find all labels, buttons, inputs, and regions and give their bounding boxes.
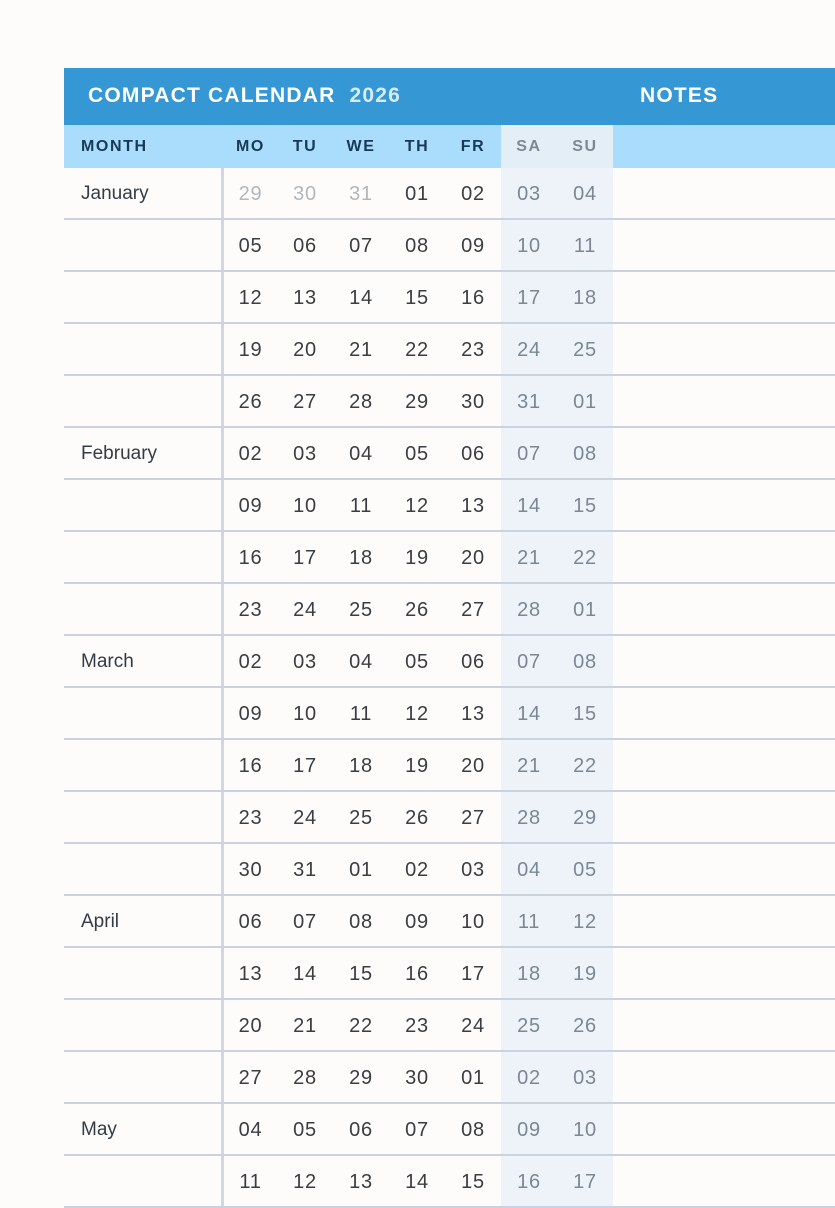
day-cell-tu[interactable]: 10 [293, 495, 317, 517]
day-cell-su[interactable]: 03 [557, 1052, 613, 1104]
day-cell-tu[interactable]: 14 [293, 963, 317, 985]
day-cell-su[interactable]: 10 [557, 1104, 613, 1156]
day-cell-fr[interactable]: 10 [461, 911, 485, 933]
month-label [64, 1000, 224, 1052]
month-label: May [64, 1104, 224, 1156]
day-cell-fr[interactable]: 30 [461, 391, 485, 413]
day-cell-fr[interactable]: 09 [461, 235, 485, 257]
notes-cell[interactable] [613, 792, 835, 844]
day-cell-tu[interactable]: 03 [293, 651, 317, 673]
day-cell-sa[interactable]: 18 [501, 948, 557, 1000]
day-cell-fr[interactable]: 24 [461, 1015, 485, 1037]
day-header-fr: FR [445, 125, 501, 168]
day-cell-fr[interactable]: 16 [461, 287, 485, 309]
day-cell-fr[interactable]: 01 [461, 1067, 485, 1089]
week-row [64, 480, 835, 532]
month-label [64, 948, 224, 1000]
day-cell-th[interactable]: 07 [405, 1119, 429, 1141]
month-label [64, 584, 224, 636]
day-cell-sa[interactable]: 28 [501, 792, 557, 844]
day-header-we: WE [333, 125, 389, 168]
day-cell-tu[interactable]: 17 [293, 547, 317, 569]
notes-cell[interactable] [613, 1156, 835, 1208]
day-cell-su[interactable]: 15 [557, 480, 613, 532]
day-cell-su[interactable]: 12 [557, 896, 613, 948]
day-cell-we[interactable]: 06 [349, 1119, 373, 1141]
day-cell-su[interactable]: 15 [557, 688, 613, 740]
month-label [64, 792, 224, 844]
month-label [64, 688, 224, 740]
week-row [64, 428, 835, 480]
day-cell-mo[interactable]: 16 [238, 755, 263, 777]
day-cell-tu[interactable]: 17 [293, 755, 317, 777]
day-cell-tu[interactable]: 27 [293, 391, 317, 413]
day-cell-su[interactable]: 05 [557, 844, 613, 896]
notes-cell[interactable] [613, 532, 835, 584]
day-cell-mo[interactable]: 02 [238, 651, 263, 673]
day-cell-th[interactable]: 01 [405, 183, 429, 205]
day-cell-sa[interactable]: 11 [501, 896, 557, 948]
day-cell-mo[interactable]: 19 [238, 339, 263, 361]
day-cell-th[interactable]: 12 [405, 703, 429, 725]
day-cell-th[interactable]: 15 [405, 287, 429, 309]
day-header-tu: TU [277, 125, 333, 168]
week-row [64, 792, 835, 844]
calendar-sheet [64, 68, 835, 1208]
day-cell-sa[interactable]: 21 [501, 532, 557, 584]
day-cell-tu[interactable]: 31 [293, 859, 317, 881]
day-cell-th[interactable]: 19 [405, 755, 429, 777]
notes-cell[interactable] [613, 740, 835, 792]
day-cell-su[interactable]: 19 [557, 948, 613, 1000]
notes-cell[interactable] [613, 220, 835, 272]
title-label: COMPACT CALENDAR [88, 84, 336, 107]
day-cell-we[interactable]: 14 [349, 287, 373, 309]
day-cell-su[interactable]: 25 [557, 324, 613, 376]
notes-title: NOTES [640, 84, 719, 107]
month-label [64, 844, 224, 896]
day-cell-tu[interactable]: 24 [293, 807, 317, 829]
day-cell-we[interactable]: 13 [349, 1171, 373, 1193]
day-cell-su[interactable]: 01 [557, 584, 613, 636]
day-cell-fr[interactable]: 27 [461, 599, 485, 621]
day-cell-su[interactable]: 29 [557, 792, 613, 844]
day-cell-we[interactable]: 04 [349, 651, 373, 673]
day-cell-tu[interactable]: 24 [293, 599, 317, 621]
week-row [64, 636, 835, 688]
day-cell-tu[interactable]: 05 [293, 1119, 317, 1141]
week-row [64, 532, 835, 584]
week-row [64, 844, 835, 896]
day-cell-sa[interactable]: 17 [501, 272, 557, 324]
month-label: April [64, 896, 224, 948]
week-row [64, 1156, 835, 1208]
day-cell-th[interactable]: 26 [405, 807, 429, 829]
day-cell-we[interactable]: 31 [349, 183, 373, 205]
day-cell-tu[interactable]: 28 [293, 1067, 317, 1089]
week-row [64, 220, 835, 272]
notes-cell[interactable] [613, 896, 835, 948]
day-cell-fr[interactable]: 17 [461, 963, 485, 985]
month-label [64, 324, 224, 376]
month-label [64, 1052, 224, 1104]
day-cell-we[interactable]: 29 [349, 1067, 373, 1089]
day-cell-th[interactable]: 02 [405, 859, 429, 881]
day-cell-tu[interactable]: 20 [293, 339, 317, 361]
day-cell-tu[interactable]: 07 [293, 911, 317, 933]
day-header-su: SU [557, 125, 613, 168]
day-cell-sa[interactable]: 28 [501, 584, 557, 636]
day-cell-fr[interactable]: 13 [461, 495, 485, 517]
day-cell-we[interactable]: 25 [349, 807, 373, 829]
day-cell-sa[interactable]: 07 [501, 428, 557, 480]
notes-cell[interactable] [613, 272, 835, 324]
day-cell-su[interactable]: 11 [557, 220, 613, 272]
day-cell-we[interactable]: 21 [349, 339, 373, 361]
day-cell-fr[interactable]: 08 [461, 1119, 485, 1141]
day-cell-fr[interactable]: 23 [461, 339, 485, 361]
day-cell-mo[interactable]: 12 [238, 287, 263, 309]
day-cell-we[interactable]: 18 [349, 547, 373, 569]
day-cell-su[interactable]: 08 [557, 636, 613, 688]
day-cell-sa[interactable]: 02 [501, 1052, 557, 1104]
month-label [64, 376, 224, 428]
day-cell-mo[interactable]: 13 [238, 963, 263, 985]
day-cell-mo[interactable]: 30 [238, 859, 263, 881]
day-cell-th[interactable]: 05 [405, 443, 429, 465]
notes-cell[interactable] [613, 844, 835, 896]
week-row [64, 688, 835, 740]
month-label [64, 480, 224, 532]
day-cell-th[interactable]: 19 [405, 547, 429, 569]
day-cell-th[interactable]: 08 [405, 235, 429, 257]
day-cell-we[interactable]: 01 [349, 859, 373, 881]
day-cell-th[interactable]: 05 [405, 651, 429, 673]
month-label [64, 1156, 224, 1208]
day-cell-tu[interactable]: 30 [293, 183, 317, 205]
week-row [64, 1000, 835, 1052]
notes-cell[interactable] [613, 688, 835, 740]
notes-cell[interactable] [613, 584, 835, 636]
notes-column-header [613, 125, 835, 168]
day-cell-th[interactable]: 12 [405, 495, 429, 517]
day-cell-fr[interactable]: 27 [461, 807, 485, 829]
day-cell-th[interactable]: 14 [405, 1171, 429, 1193]
day-cell-we[interactable]: 04 [349, 443, 373, 465]
day-cell-sa[interactable]: 04 [501, 844, 557, 896]
day-cell-sa[interactable]: 21 [501, 740, 557, 792]
day-cell-mo[interactable]: 29 [238, 183, 263, 205]
column-header-row [64, 125, 835, 168]
day-cell-mo[interactable]: 23 [238, 807, 263, 829]
week-row [64, 324, 835, 376]
day-cell-we[interactable]: 28 [349, 391, 373, 413]
day-cell-mo[interactable]: 11 [239, 1171, 262, 1193]
day-cell-sa[interactable]: 09 [501, 1104, 557, 1156]
week-row [64, 272, 835, 324]
day-cell-we[interactable]: 11 [349, 495, 373, 517]
day-cell-tu[interactable]: 10 [293, 703, 317, 725]
week-row [64, 948, 835, 1000]
day-cell-sa[interactable]: 10 [501, 220, 557, 272]
week-row [64, 584, 835, 636]
day-cell-mo[interactable]: 09 [238, 703, 263, 725]
month-label [64, 220, 224, 272]
notes-cell[interactable] [613, 324, 835, 376]
day-cell-mo[interactable]: 05 [238, 235, 263, 257]
title-year: 2026 [349, 84, 401, 107]
day-cell-tu[interactable]: 12 [293, 1171, 317, 1193]
day-cell-th[interactable]: 09 [405, 911, 429, 933]
title-bar [64, 68, 835, 125]
day-cell-su[interactable]: 08 [557, 428, 613, 480]
day-cell-mo[interactable]: 02 [238, 443, 263, 465]
day-cell-su[interactable]: 18 [557, 272, 613, 324]
day-cell-we[interactable]: 07 [349, 235, 373, 257]
day-cell-mo[interactable]: 20 [238, 1015, 263, 1037]
week-row [64, 1052, 835, 1104]
day-cell-fr[interactable]: 15 [461, 1171, 485, 1193]
day-cell-mo[interactable]: 26 [238, 391, 263, 413]
day-cell-sa[interactable]: 24 [501, 324, 557, 376]
week-row [64, 740, 835, 792]
day-cell-su[interactable]: 01 [557, 376, 613, 428]
day-cell-fr[interactable]: 06 [461, 443, 485, 465]
day-cell-th[interactable]: 30 [405, 1067, 429, 1089]
notes-cell[interactable] [613, 948, 835, 1000]
day-cell-su[interactable]: 17 [557, 1156, 613, 1208]
notes-cell[interactable] [613, 1052, 835, 1104]
day-header-sa: SA [501, 125, 557, 168]
day-cell-th[interactable]: 16 [405, 963, 429, 985]
day-cell-tu[interactable]: 06 [293, 235, 317, 257]
day-cell-th[interactable]: 26 [405, 599, 429, 621]
notes-cell[interactable] [613, 428, 835, 480]
day-cell-we[interactable]: 08 [349, 911, 373, 933]
day-cell-tu[interactable]: 13 [293, 287, 317, 309]
day-cell-mo[interactable]: 23 [238, 599, 263, 621]
day-cell-sa[interactable]: 25 [501, 1000, 557, 1052]
notes-cell[interactable] [613, 1104, 835, 1156]
notes-cell[interactable] [613, 480, 835, 532]
day-cell-mo[interactable]: 16 [238, 547, 263, 569]
day-cell-tu[interactable]: 03 [293, 443, 317, 465]
month-label [64, 740, 224, 792]
month-column-header: MONTH [64, 125, 224, 168]
week-row [64, 376, 835, 428]
day-cell-fr[interactable]: 02 [461, 183, 485, 205]
day-cell-fr[interactable]: 20 [461, 755, 485, 777]
day-cell-sa[interactable]: 14 [501, 480, 557, 532]
day-cell-we[interactable]: 25 [349, 599, 373, 621]
day-cell-th[interactable]: 22 [405, 339, 429, 361]
day-cell-th[interactable]: 23 [405, 1015, 429, 1037]
notes-cell[interactable] [613, 376, 835, 428]
day-cell-we[interactable]: 11 [349, 703, 373, 725]
notes-cell[interactable] [613, 168, 835, 220]
day-cell-su[interactable]: 04 [557, 168, 613, 220]
week-row [64, 896, 835, 948]
week-rows [64, 168, 835, 1208]
day-cell-sa[interactable]: 16 [501, 1156, 557, 1208]
week-row [64, 1104, 835, 1156]
day-header-mo: MO [224, 125, 277, 168]
day-cell-mo[interactable]: 04 [238, 1119, 263, 1141]
day-cell-we[interactable]: 22 [349, 1015, 373, 1037]
day-header-th: TH [389, 125, 445, 168]
day-cell-sa[interactable]: 03 [501, 168, 557, 220]
day-cell-mo[interactable]: 09 [238, 495, 263, 517]
day-cell-sa[interactable]: 14 [501, 688, 557, 740]
month-label [64, 532, 224, 584]
day-cell-we[interactable]: 15 [349, 963, 373, 985]
day-cell-su[interactable]: 22 [557, 740, 613, 792]
day-cell-fr[interactable]: 13 [461, 703, 485, 725]
month-label: February [64, 428, 224, 480]
day-cell-tu[interactable]: 21 [293, 1015, 317, 1037]
week-row [64, 168, 835, 220]
day-cell-fr[interactable]: 20 [461, 547, 485, 569]
calendar-title [88, 84, 401, 108]
notes-cell[interactable] [613, 636, 835, 688]
day-cell-su[interactable]: 22 [557, 532, 613, 584]
day-cell-fr[interactable]: 06 [461, 651, 485, 673]
day-cell-sa[interactable]: 31 [501, 376, 557, 428]
day-cell-sa[interactable]: 07 [501, 636, 557, 688]
day-cell-mo[interactable]: 06 [238, 911, 263, 933]
day-cell-fr[interactable]: 03 [461, 859, 485, 881]
month-label: March [64, 636, 224, 688]
day-cell-su[interactable]: 26 [557, 1000, 613, 1052]
day-cell-we[interactable]: 18 [349, 755, 373, 777]
notes-cell[interactable] [613, 1000, 835, 1052]
day-cell-th[interactable]: 29 [405, 391, 429, 413]
month-label: January [64, 168, 224, 220]
month-label [64, 272, 224, 324]
day-cell-mo[interactable]: 27 [238, 1067, 263, 1089]
